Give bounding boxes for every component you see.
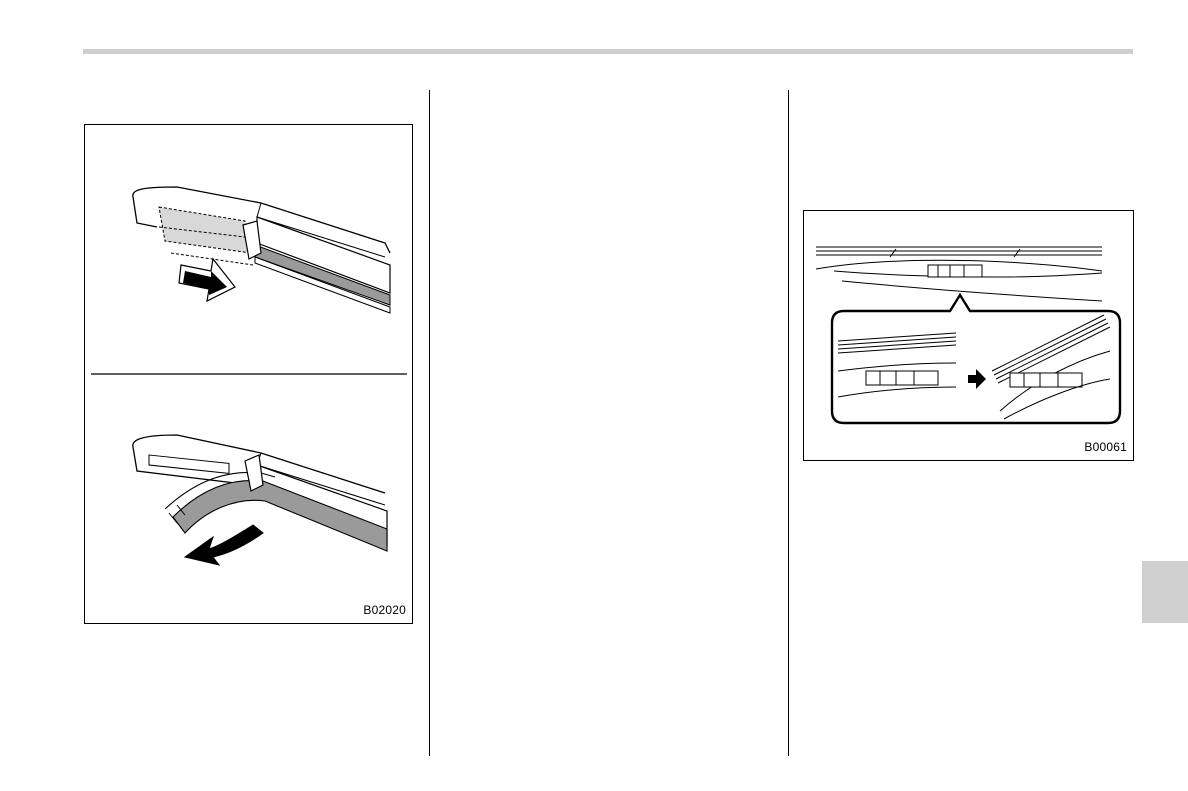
column-divider-right	[788, 90, 789, 756]
column-divider-left	[429, 90, 430, 756]
header-rule	[83, 49, 1133, 54]
section-thumb-tab	[1142, 561, 1188, 623]
clip-illustration	[804, 211, 1133, 460]
figure-clip-position	[803, 210, 1134, 461]
panel-slide-out	[133, 187, 390, 313]
blade-illustration	[85, 125, 412, 623]
figure-code-right: B00061	[1084, 440, 1127, 454]
detail-callout	[832, 295, 1120, 423]
panel-pull-out	[133, 435, 387, 565]
figure-blade-removal	[84, 124, 413, 624]
panel-wiper-overview	[816, 247, 1102, 301]
figure-code-left: B02020	[363, 603, 406, 617]
curved-arrow-icon	[185, 525, 263, 565]
